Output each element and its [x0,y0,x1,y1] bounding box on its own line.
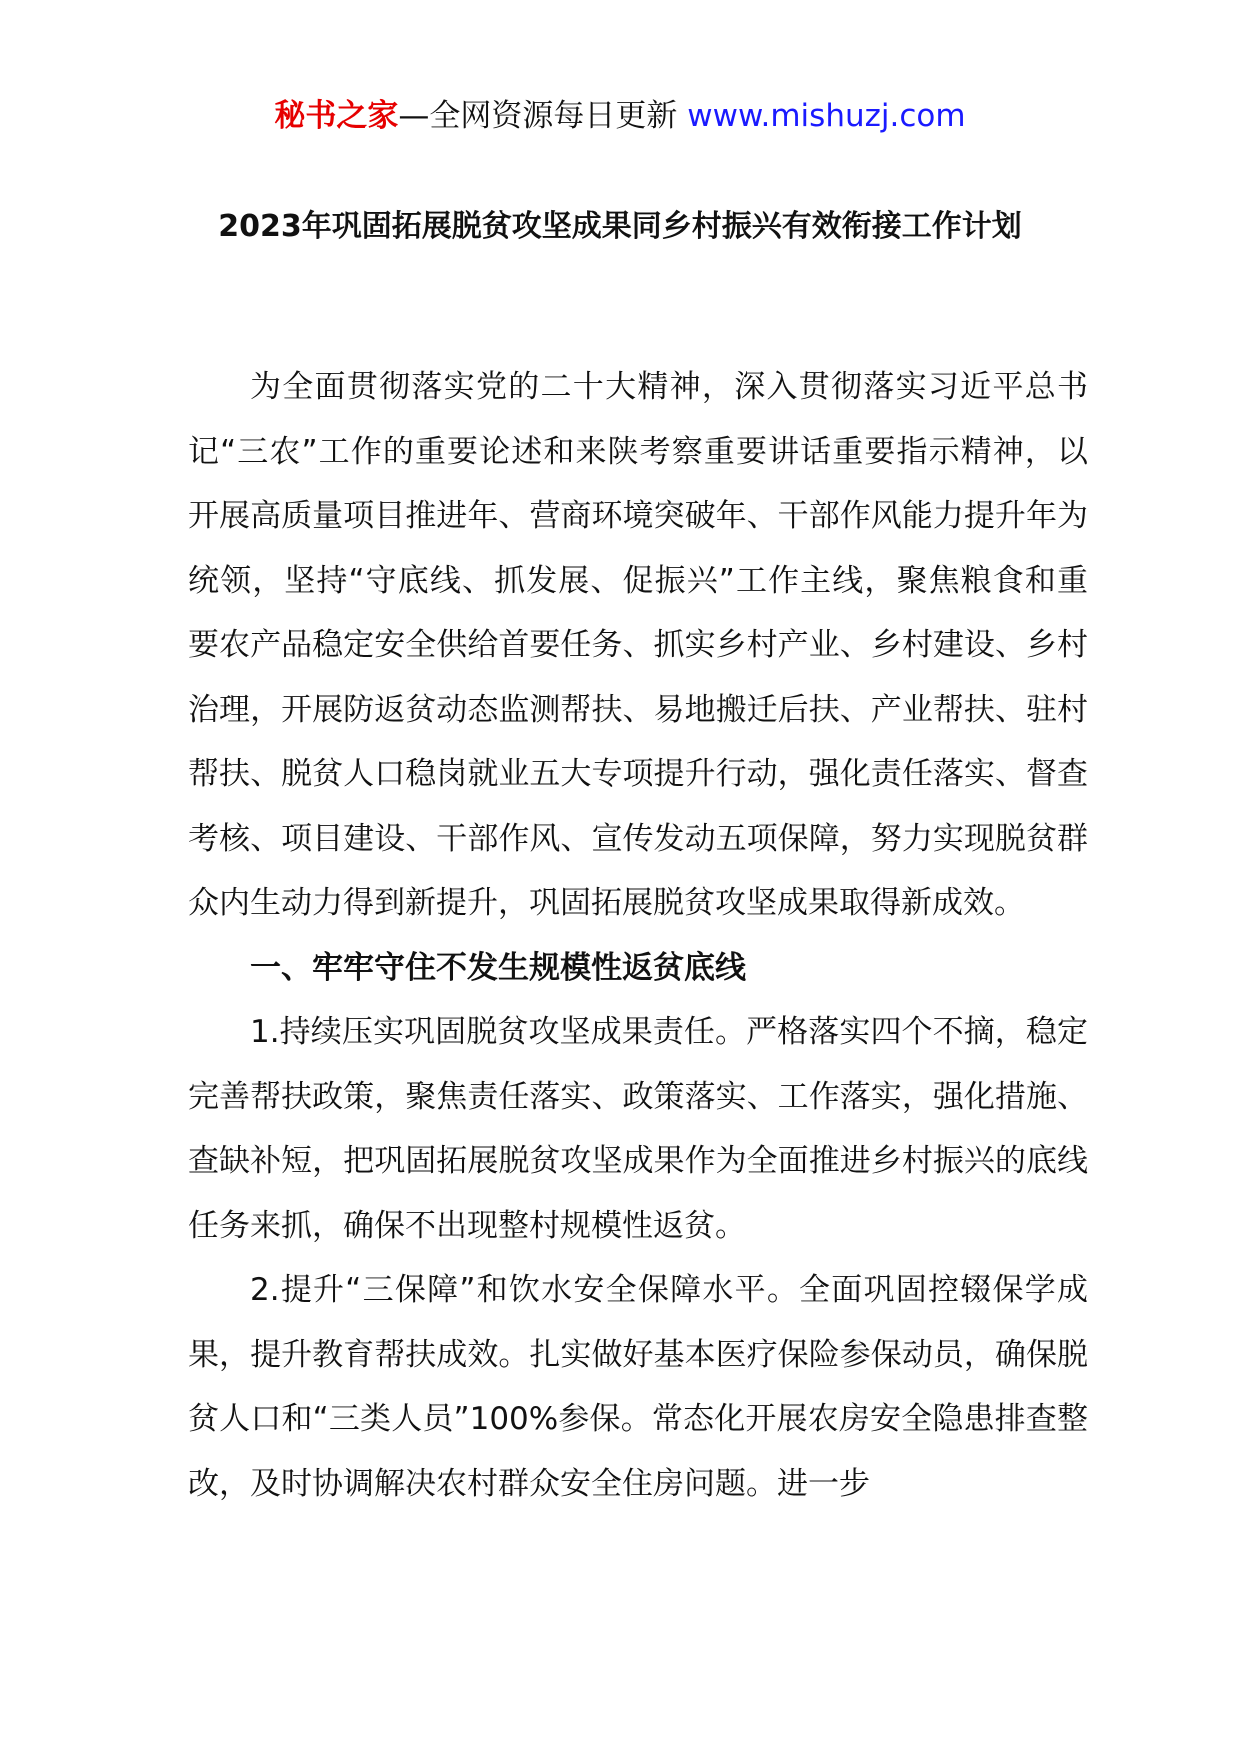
document-body [188,355,1088,1516]
document-title: 2023年巩固拓展脱贫攻坚成果同乡村振兴有效衔接工作计划 [218,209,1022,244]
site-url-link[interactable]: www.mishuzj.com [687,98,966,134]
site-header [0,96,1240,136]
section-heading: 一、牢牢守住不发生规模性返贫底线 [250,949,746,986]
item-paragraph-1: 1.持续压实巩固脱贫攻坚成果责任。严格落实四个不摘，稳定完善帮扶政策，聚焦责任落实、政策落实、工作落实，强化措施、查缺补短，把巩固拓展脱贫攻坚成果作为全面推进乡村振兴的底线任务来抓，确保不出现整村规模性返贫。 [188,1014,1088,1244]
intro-paragraph: 为全面贯彻落实党的二十大精神，深入贯彻落实习近平总书记“三农”工作的重要论述和来陕考察重要讲话重要指示精神，以开展高质量项目推进年、营商环境突破年、干部作风能力提升年为统领，坚持“守底线、抓发展、促振兴”工作主线，聚焦粮食和重要农产品稳定安全供给首要任务、抓实乡村产业、乡村建设、乡村治理，开展防返贫动态监测帮扶、易地搬迁后扶、产业帮扶、驻村帮扶、脱贫人口稳岗就业五大专项提升行动，强化责任落实、督查考核、项目建设、干部作风、宣传发动五项保障，努力实现脱贫群众内生动力得到新提升，巩固拓展脱贫攻坚成果取得新成效。 [188,369,1088,921]
header-slogan: —全网资源每日更新 [398,98,678,134]
brand-name: 秘书之家 [274,98,399,134]
item-paragraph-2: 2.提升“三保障”和饮水安全保障水平。全面巩固控辍保学成果，提升教育帮扶成效。扎实做好基本医疗保险参保动员，确保脱贫人口和“三类人员”100%参保。常态化开展农房安全隐患排查整改，及时协调解决农村群众安全住房问题。进一步 [188,1272,1088,1502]
